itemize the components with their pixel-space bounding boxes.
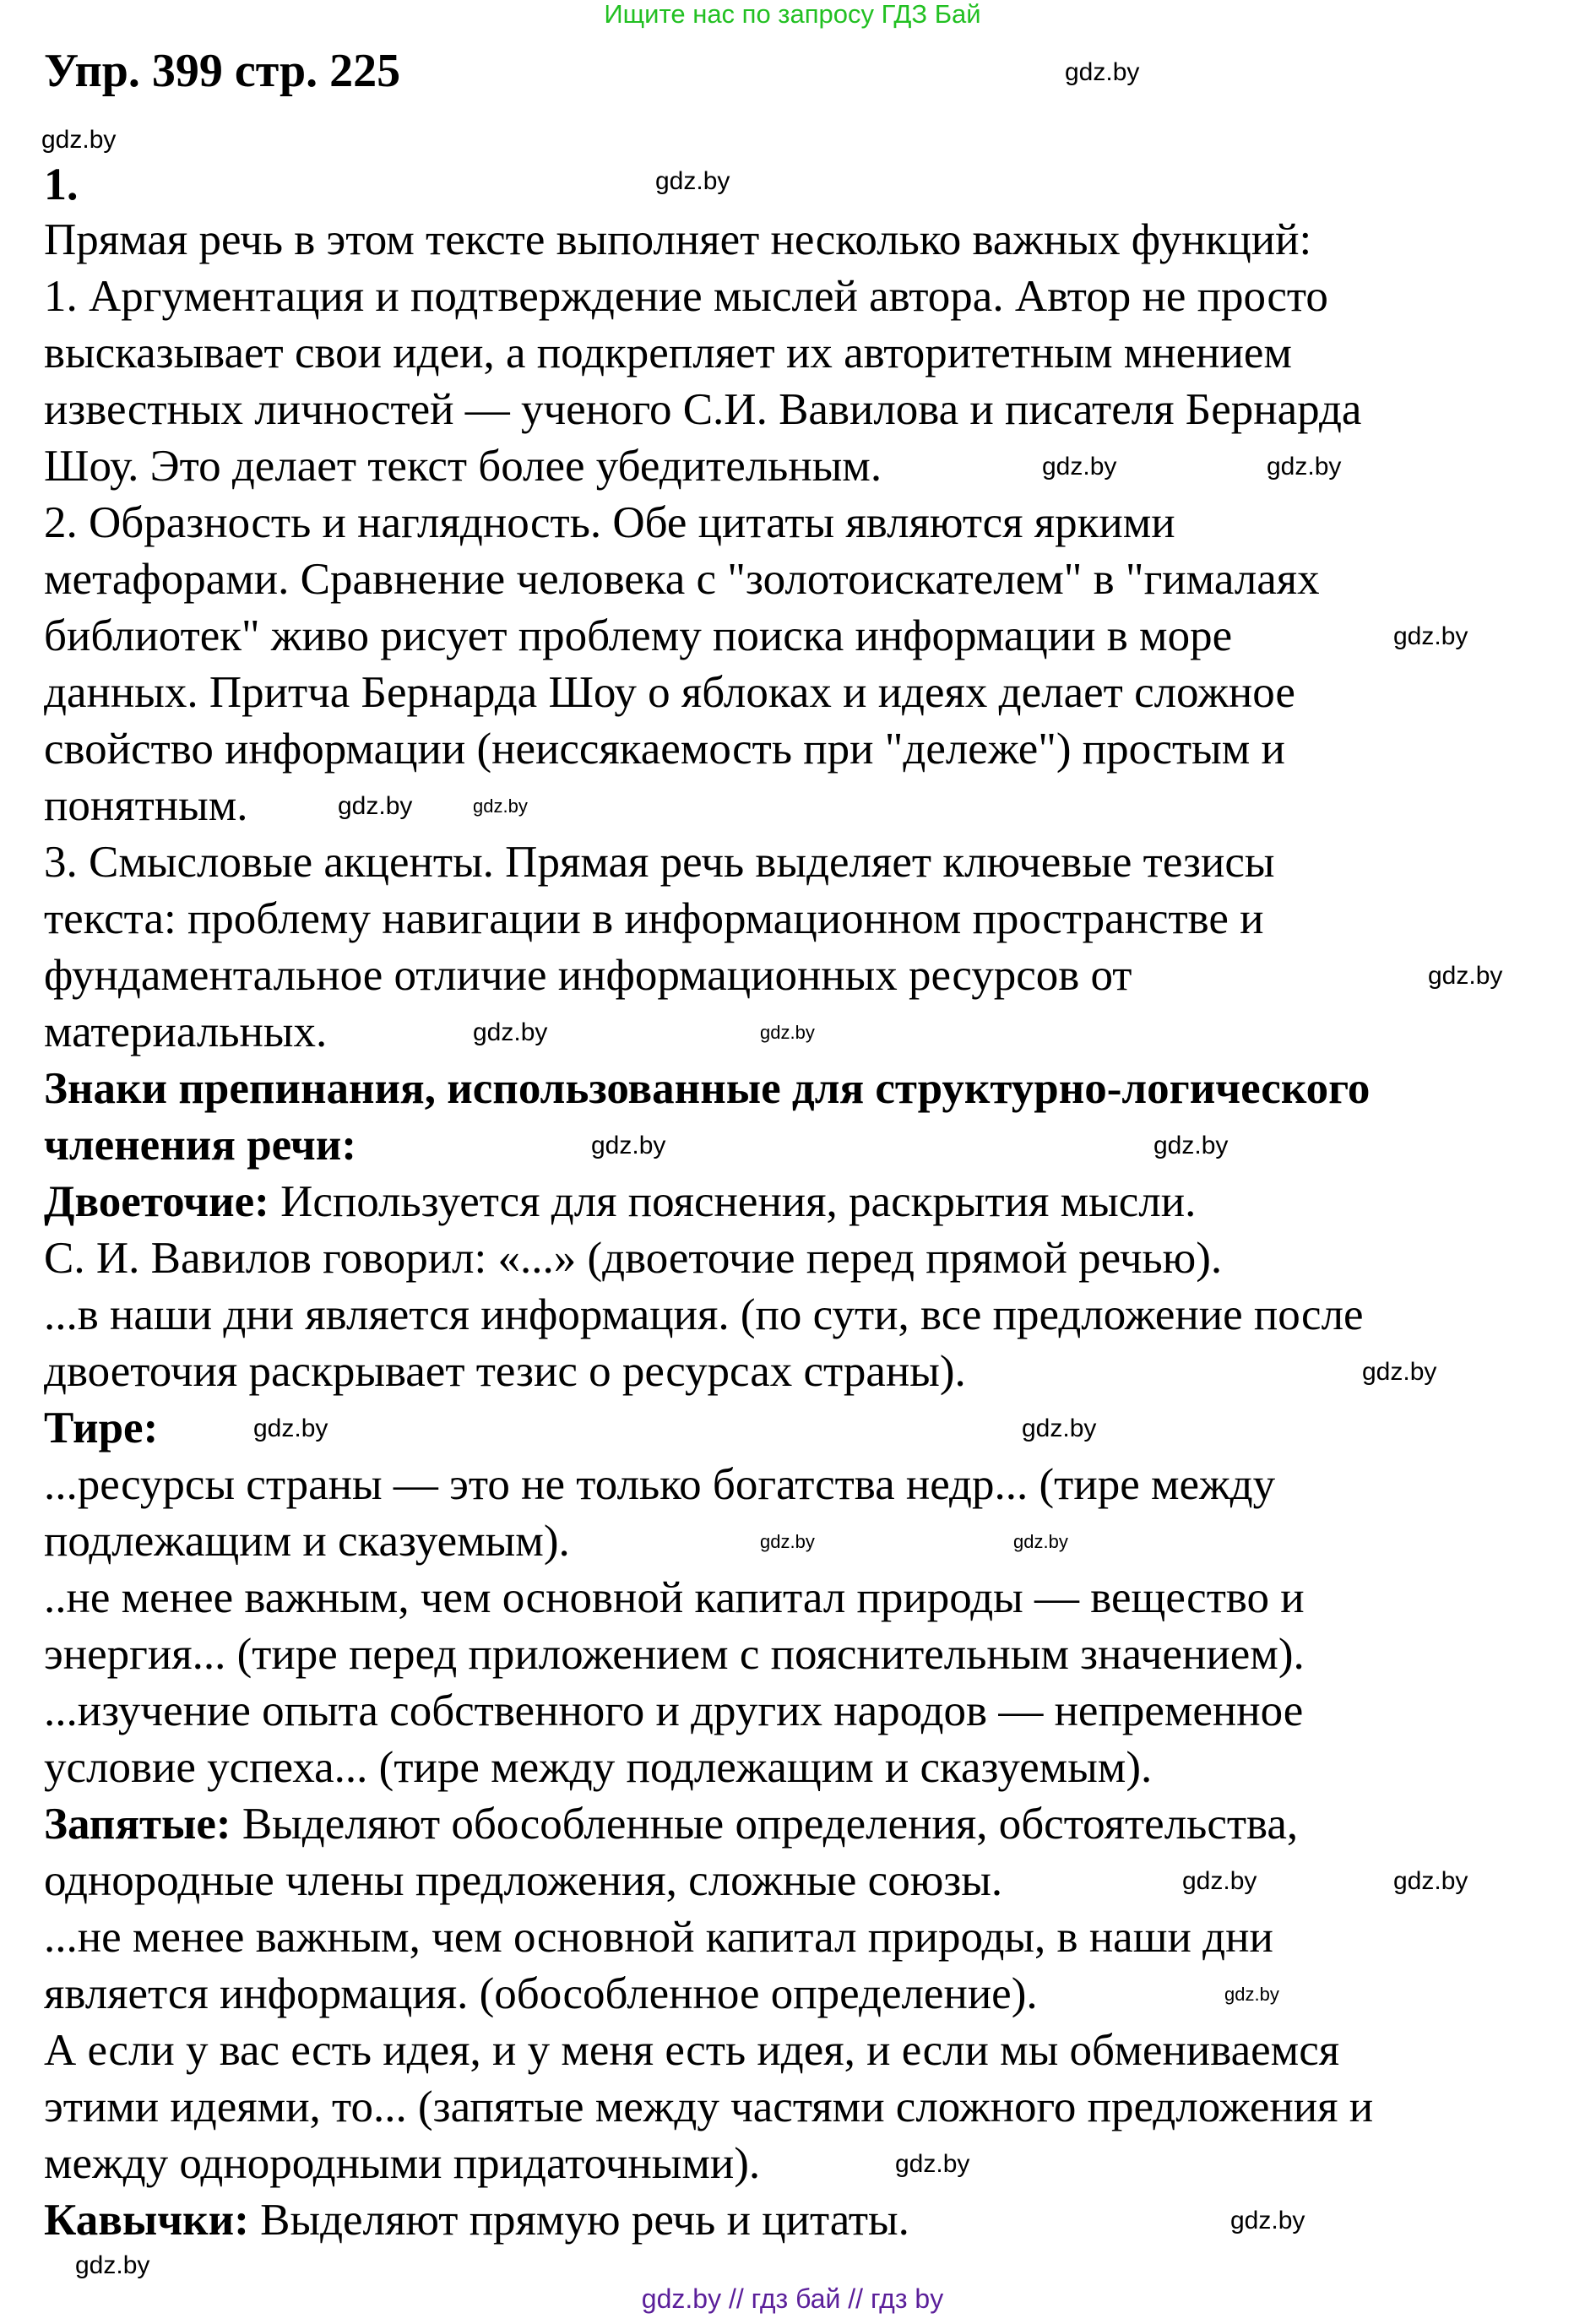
line-text: известных личностей — ученого С.И. Вавилова и писателя Бернарда — [44, 385, 1362, 434]
watermark: gdz.by — [655, 167, 730, 195]
line-text: энергия... (тире перед приложением с пояснительным значением). — [44, 1630, 1305, 1679]
watermark: gdz.by — [1267, 453, 1342, 481]
watermark: gdz.by — [1230, 2207, 1305, 2234]
text-line — [44, 1853, 1564, 1909]
line-text: библиотек" живо рисует проблему поиска информации в море — [44, 611, 1233, 660]
line-text: является информация. (обособленное определение). — [44, 1969, 1038, 2018]
text-line — [44, 834, 1564, 891]
line-text: свойство информации (неиссякаемость при "дележе") простым и — [44, 725, 1285, 774]
line-text: Выделяют обособленные определения, обстоятельства, — [231, 1800, 1299, 1849]
watermark: gdz.by — [75, 2251, 150, 2279]
watermark: gdz.by — [1153, 1132, 1229, 1159]
watermark: gdz.by — [253, 1414, 328, 1442]
watermark: gdz.by — [1065, 58, 1140, 86]
watermark: gdz.by — [895, 2150, 970, 2178]
text-line — [44, 1683, 1564, 1740]
line-text: понятным. — [44, 781, 248, 830]
watermark: gdz.by — [1428, 962, 1503, 990]
text-line — [44, 2136, 1564, 2192]
text-line — [44, 1570, 1564, 1626]
watermark: gdz.by — [41, 126, 117, 154]
watermark: gdz.by — [1042, 453, 1117, 481]
text-line — [44, 1457, 1564, 1513]
text-line — [44, 948, 1564, 1004]
line-text: метафорами. Сравнение человека с "золотоискателем" в "гималаях — [44, 555, 1320, 604]
text-line — [44, 891, 1564, 948]
line-text: Шоу. Это делает текст более убедительным. — [44, 442, 882, 491]
bold-label: Запятые: — [44, 1800, 231, 1849]
text-line — [44, 778, 1564, 834]
answer-text — [44, 212, 1564, 2249]
bold-label: Двоеточие: — [44, 1177, 269, 1226]
watermark: gdz.by — [1224, 1984, 1279, 2005]
line-text: ...ресурсы страны — это не только богатства недр... (тире между — [44, 1460, 1276, 1509]
text-line — [44, 2023, 1564, 2079]
line-text: С. И. Вавилов говорил: «...» (двоеточие перед прямой речью). — [44, 1234, 1223, 1283]
line-text: фундаментальное отличие информационных ресурсов от — [44, 951, 1132, 1000]
text-line — [44, 1966, 1564, 2023]
search-banner[interactable]: Ищите нас по запросу ГДЗ Бай — [604, 0, 981, 29]
text-line — [44, 2192, 1564, 2249]
line-text: А если у вас есть идея, и у меня есть идея, и если мы обмениваемся — [44, 2026, 1340, 2075]
line-text: Используется для пояснения, раскрытия мысли. — [269, 1177, 1197, 1226]
bold-label: Кавычки: — [44, 2196, 249, 2245]
section-number: 1. — [44, 159, 79, 209]
line-text: ...изучение опыта собственного и других народов — непременное — [44, 1686, 1304, 1735]
line-text: 3. Смысловые акценты. Прямая речь выделяет ключевые тезисы — [44, 838, 1275, 887]
bold-label: Тире: — [44, 1404, 159, 1452]
bold-label: членения речи: — [44, 1121, 356, 1170]
line-text: ..не менее важным, чем основной капитал природы — вещество и — [44, 1573, 1305, 1622]
line-text: этими идеями, то... (запятые между частями сложного предложения и — [44, 2082, 1374, 2131]
line-text: между однородными придаточными). — [44, 2139, 761, 2188]
text-line — [44, 1740, 1564, 1796]
watermark: gdz.by — [760, 1531, 815, 1552]
line-text: материальных. — [44, 1007, 328, 1056]
text-line — [44, 382, 1564, 438]
line-text: двоеточия раскрывает тезис о ресурсах страны). — [44, 1347, 966, 1396]
text-line — [44, 1626, 1564, 1683]
line-text: Выделяют прямую речь и цитаты. — [248, 2196, 909, 2245]
line-text: 2. Образность и наглядность. Обе цитаты являются яркими — [44, 498, 1175, 547]
text-line — [44, 1230, 1564, 1287]
footer-links[interactable]: gdz.by // гдз бай // гдз by — [641, 2283, 944, 2314]
line-text: данных. Притча Бернарда Шоу о яблоках и идеях делает сложное — [44, 668, 1295, 717]
line-text: ...в наши дни является информация. (по сути, все предложение после — [44, 1290, 1364, 1339]
line-text: высказывает свои идеи, а подкрепляет их авторитетным мнением — [44, 329, 1292, 377]
line-text: текста: проблему навигации в информационном пространстве и — [44, 894, 1264, 943]
text-line — [44, 325, 1564, 382]
watermark: gdz.by — [591, 1132, 666, 1159]
line-text: 1. Аргументация и подтверждение мыслей автора. Автор не просто — [44, 272, 1328, 321]
bold-label: Знаки препинания, использованные для структурно-логического — [44, 1064, 1371, 1113]
line-text: Прямая речь в этом тексте выполняет несколько важных функций: — [44, 215, 1312, 264]
text-line — [44, 1287, 1564, 1344]
text-line — [44, 551, 1564, 608]
watermark: gdz.by — [1182, 1867, 1257, 1895]
text-line — [44, 2079, 1564, 2136]
text-line — [44, 495, 1564, 551]
watermark: gdz.by — [1022, 1414, 1097, 1442]
text-line — [44, 1909, 1564, 1966]
watermark: gdz.by — [760, 1022, 815, 1043]
text-line — [44, 608, 1564, 665]
text-line — [44, 1117, 1564, 1174]
watermark: gdz.by — [1362, 1358, 1437, 1386]
text-line — [44, 721, 1564, 778]
text-line — [44, 269, 1564, 325]
text-line — [44, 1061, 1564, 1117]
text-line — [44, 1796, 1564, 1853]
line-text: ...не менее важным, чем основной капитал природы, в наши дни — [44, 1913, 1273, 1962]
line-text: подлежащим и сказуемым). — [44, 1517, 570, 1566]
text-line — [44, 1344, 1564, 1400]
watermark: gdz.by — [1393, 1867, 1468, 1895]
watermark: gdz.by — [338, 792, 413, 820]
watermark: gdz.by — [473, 1018, 548, 1046]
text-line — [44, 212, 1564, 269]
watermark: gdz.by — [1393, 622, 1468, 650]
text-line — [44, 1174, 1564, 1230]
line-text: условие успеха... (тире между подлежащим и сказуемым). — [44, 1743, 1153, 1792]
text-line — [44, 665, 1564, 721]
line-text: однородные члены предложения, сложные союзы. — [44, 1856, 1003, 1905]
watermark: gdz.by — [473, 795, 528, 817]
watermark: gdz.by — [1013, 1531, 1068, 1552]
page-title: Упр. 399 стр. 225 — [44, 45, 401, 97]
